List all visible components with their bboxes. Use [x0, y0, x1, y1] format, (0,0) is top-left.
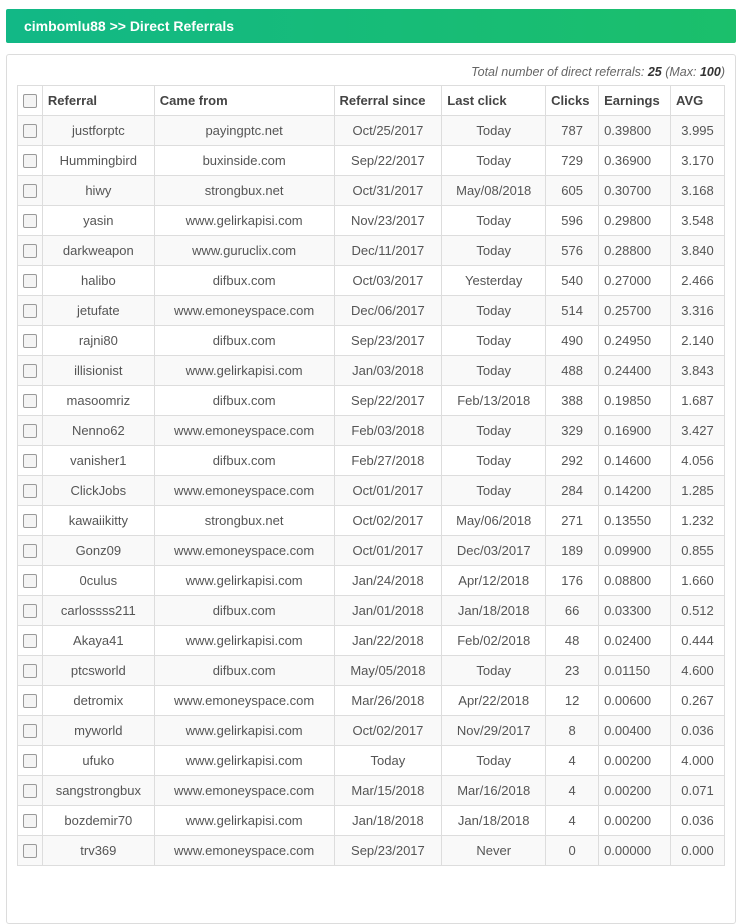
- cell-earnings: 0.30700: [599, 176, 671, 206]
- table-row: [18, 626, 725, 656]
- cell-last-click: Today: [442, 446, 546, 476]
- cell-referral-since: Oct/25/2017: [334, 116, 442, 146]
- row-select-cell: [18, 536, 43, 566]
- cell-referral[interactable]: Gonz09: [42, 536, 154, 566]
- cell-earnings: 0.25700: [599, 296, 671, 326]
- cell-referral[interactable]: darkweapon: [42, 236, 154, 266]
- row-select-cell: [18, 686, 43, 716]
- cell-earnings: 0.00200: [599, 806, 671, 836]
- cell-earnings: 0.00000: [599, 836, 671, 866]
- cell-referral[interactable]: masoomriz: [42, 386, 154, 416]
- table-row: [18, 386, 725, 416]
- cell-came-from: strongbux.net: [154, 176, 334, 206]
- cell-referral[interactable]: halibo: [42, 266, 154, 296]
- cell-avg: 3.843: [671, 356, 725, 386]
- cell-earnings: 0.27000: [599, 266, 671, 296]
- cell-referral[interactable]: bozdemir70: [42, 806, 154, 836]
- row-select-cell: [18, 326, 43, 356]
- cell-avg: 3.840: [671, 236, 725, 266]
- cell-referral[interactable]: vanisher1: [42, 446, 154, 476]
- cell-came-from: strongbux.net: [154, 506, 334, 536]
- cell-came-from: www.emoneyspace.com: [154, 776, 334, 806]
- cell-referral[interactable]: justforptc: [42, 116, 154, 146]
- row-select-cell: [18, 506, 43, 536]
- cell-last-click: Apr/12/2018: [442, 566, 546, 596]
- cell-avg: 1.660: [671, 566, 725, 596]
- row-checkbox[interactable]: [23, 784, 37, 798]
- row-select-cell: [18, 236, 43, 266]
- cell-referral[interactable]: illisionist: [42, 356, 154, 386]
- row-checkbox[interactable]: [23, 604, 37, 618]
- cell-clicks: 4: [546, 806, 599, 836]
- row-checkbox[interactable]: [23, 364, 37, 378]
- row-select-cell: [18, 116, 43, 146]
- table-row: [18, 656, 725, 686]
- row-checkbox[interactable]: [23, 214, 37, 228]
- cell-last-click: Yesterday: [442, 266, 546, 296]
- cell-referral[interactable]: ClickJobs: [42, 476, 154, 506]
- cell-came-from: www.emoneyspace.com: [154, 296, 334, 326]
- cell-clicks: 388: [546, 386, 599, 416]
- cell-avg: 4.000: [671, 746, 725, 776]
- row-select-cell: [18, 626, 43, 656]
- cell-clicks: 48: [546, 626, 599, 656]
- cell-earnings: 0.00200: [599, 746, 671, 776]
- cell-came-from: www.gelirkapisi.com: [154, 746, 334, 776]
- row-checkbox[interactable]: [23, 724, 37, 738]
- cell-came-from: www.emoneyspace.com: [154, 686, 334, 716]
- row-select-cell: [18, 746, 43, 776]
- row-checkbox[interactable]: [23, 574, 37, 588]
- cell-earnings: 0.14200: [599, 476, 671, 506]
- cell-referral-since: Oct/01/2017: [334, 536, 442, 566]
- cell-avg: 3.168: [671, 176, 725, 206]
- cell-came-from: www.emoneyspace.com: [154, 476, 334, 506]
- row-select-cell: [18, 206, 43, 236]
- table-row: [18, 266, 725, 296]
- cell-came-from: difbux.com: [154, 596, 334, 626]
- cell-earnings: 0.16900: [599, 416, 671, 446]
- cell-clicks: 8: [546, 716, 599, 746]
- table-row: [18, 746, 725, 776]
- column-header-referral-since[interactable]: Referral since: [334, 86, 442, 116]
- row-select-cell: [18, 386, 43, 416]
- table-row: [18, 836, 725, 866]
- cell-came-from: www.gelirkapisi.com: [154, 206, 334, 236]
- cell-referral-since: Nov/23/2017: [334, 206, 442, 236]
- row-select-cell: [18, 716, 43, 746]
- cell-referral-since: Jan/18/2018: [334, 806, 442, 836]
- cell-came-from: www.emoneyspace.com: [154, 416, 334, 446]
- cell-came-from: www.emoneyspace.com: [154, 836, 334, 866]
- cell-last-click: Dec/03/2017: [442, 536, 546, 566]
- cell-avg: 3.427: [671, 416, 725, 446]
- row-checkbox[interactable]: [23, 634, 37, 648]
- cell-last-click: Apr/22/2018: [442, 686, 546, 716]
- cell-earnings: 0.19850: [599, 386, 671, 416]
- row-checkbox[interactable]: [23, 484, 37, 498]
- cell-referral[interactable]: Nenno62: [42, 416, 154, 446]
- cell-came-from: difbux.com: [154, 266, 334, 296]
- table-row: [18, 296, 725, 326]
- column-header-referral[interactable]: Referral: [42, 86, 154, 116]
- page-header: [6, 9, 736, 43]
- cell-last-click: Today: [442, 326, 546, 356]
- table-row: [18, 236, 725, 266]
- cell-avg: 3.995: [671, 116, 725, 146]
- cell-clicks: 605: [546, 176, 599, 206]
- cell-earnings: 0.24400: [599, 356, 671, 386]
- row-checkbox[interactable]: [23, 154, 37, 168]
- row-select-cell: [18, 446, 43, 476]
- cell-last-click: May/08/2018: [442, 176, 546, 206]
- row-checkbox[interactable]: [23, 394, 37, 408]
- row-select-cell: [18, 146, 43, 176]
- cell-referral-since: Sep/22/2017: [334, 386, 442, 416]
- row-checkbox[interactable]: [23, 694, 37, 708]
- table-row: [18, 116, 725, 146]
- row-select-cell: [18, 356, 43, 386]
- referrals-panel: [6, 54, 736, 924]
- cell-avg: 2.466: [671, 266, 725, 296]
- cell-last-click: Today: [442, 356, 546, 386]
- row-select-cell: [18, 836, 43, 866]
- cell-referral-since: Oct/02/2017: [334, 506, 442, 536]
- cell-clicks: 292: [546, 446, 599, 476]
- column-header-came-from[interactable]: Came from: [154, 86, 334, 116]
- table-row: [18, 686, 725, 716]
- cell-last-click: Today: [442, 116, 546, 146]
- table-row: [18, 476, 725, 506]
- cell-clicks: 4: [546, 746, 599, 776]
- row-checkbox[interactable]: [23, 304, 37, 318]
- cell-referral-since: Dec/06/2017: [334, 296, 442, 326]
- cell-came-from: www.gelirkapisi.com: [154, 356, 334, 386]
- cell-came-from: difbux.com: [154, 386, 334, 416]
- table-row: [18, 446, 725, 476]
- cell-referral-since: Oct/31/2017: [334, 176, 442, 206]
- cell-earnings: 0.39800: [599, 116, 671, 146]
- cell-earnings: 0.08800: [599, 566, 671, 596]
- cell-came-from: difbux.com: [154, 446, 334, 476]
- cell-clicks: 12: [546, 686, 599, 716]
- summary-max: 100: [699, 65, 721, 79]
- cell-referral-since: Sep/23/2017: [334, 836, 442, 866]
- cell-last-click: Mar/16/2018: [442, 776, 546, 806]
- cell-referral-since: Mar/26/2018: [334, 686, 442, 716]
- cell-referral-since: May/05/2018: [334, 656, 442, 686]
- referral-count-summary: [471, 65, 725, 79]
- page-title: cimbomlu88 >> Direct Referrals: [24, 18, 235, 34]
- cell-referral-since: Dec/11/2017: [334, 236, 442, 266]
- cell-earnings: 0.14600: [599, 446, 671, 476]
- referrals-table: [17, 85, 725, 866]
- table-row: [18, 506, 725, 536]
- cell-came-from: www.guruclix.com: [154, 236, 334, 266]
- cell-last-click: Today: [442, 146, 546, 176]
- table-row: [18, 146, 725, 176]
- table-row: [18, 806, 725, 836]
- cell-clicks: 329: [546, 416, 599, 446]
- cell-clicks: 23: [546, 656, 599, 686]
- cell-last-click: Jan/18/2018: [442, 806, 546, 836]
- table-row: [18, 206, 725, 236]
- cell-earnings: 0.24950: [599, 326, 671, 356]
- column-header-earnings[interactable]: Earnings: [599, 86, 671, 116]
- summary-count: 25: [647, 65, 662, 79]
- cell-last-click: Feb/02/2018: [442, 626, 546, 656]
- row-checkbox[interactable]: [23, 844, 37, 858]
- cell-referral-since: Sep/22/2017: [334, 146, 442, 176]
- cell-came-from: www.emoneyspace.com: [154, 536, 334, 566]
- cell-clicks: 596: [546, 206, 599, 236]
- cell-referral[interactable]: sangstrongbux: [42, 776, 154, 806]
- row-select-cell: [18, 656, 43, 686]
- cell-came-from: www.gelirkapisi.com: [154, 626, 334, 656]
- row-checkbox[interactable]: [23, 274, 37, 288]
- table-row: [18, 596, 725, 626]
- select-all-checkbox[interactable]: [23, 94, 37, 108]
- cell-avg: 0.071: [671, 776, 725, 806]
- row-select-cell: [18, 416, 43, 446]
- row-checkbox[interactable]: [23, 544, 37, 558]
- cell-came-from: buxinside.com: [154, 146, 334, 176]
- cell-avg: 0.855: [671, 536, 725, 566]
- column-header-last-click[interactable]: Last click: [442, 86, 546, 116]
- cell-earnings: 0.02400: [599, 626, 671, 656]
- table-header-row: [18, 86, 725, 116]
- cell-clicks: 514: [546, 296, 599, 326]
- cell-came-from: www.gelirkapisi.com: [154, 566, 334, 596]
- cell-referral-since: Mar/15/2018: [334, 776, 442, 806]
- cell-clicks: 284: [546, 476, 599, 506]
- table-row: [18, 716, 725, 746]
- cell-referral-since: Jan/24/2018: [334, 566, 442, 596]
- cell-avg: 1.232: [671, 506, 725, 536]
- cell-clicks: 576: [546, 236, 599, 266]
- cell-referral[interactable]: kawaiikitty: [42, 506, 154, 536]
- row-select-cell: [18, 266, 43, 296]
- cell-avg: 3.316: [671, 296, 725, 326]
- cell-avg: 4.056: [671, 446, 725, 476]
- row-checkbox[interactable]: [23, 424, 37, 438]
- cell-earnings: 0.03300: [599, 596, 671, 626]
- cell-referral[interactable]: ptcsworld: [42, 656, 154, 686]
- cell-clicks: 176: [546, 566, 599, 596]
- cell-came-from: payingptc.net: [154, 116, 334, 146]
- select-all-cell: [18, 86, 43, 116]
- cell-clicks: 729: [546, 146, 599, 176]
- column-header-avg[interactable]: AVG: [671, 86, 725, 116]
- row-checkbox[interactable]: [23, 664, 37, 678]
- cell-avg: 0.036: [671, 716, 725, 746]
- cell-earnings: 0.29800: [599, 206, 671, 236]
- table-row: [18, 326, 725, 356]
- cell-referral[interactable]: 0culus: [42, 566, 154, 596]
- row-checkbox[interactable]: [23, 754, 37, 768]
- row-select-cell: [18, 776, 43, 806]
- cell-referral[interactable]: trv369: [42, 836, 154, 866]
- cell-clicks: 66: [546, 596, 599, 626]
- cell-earnings: 0.00200: [599, 776, 671, 806]
- cell-referral[interactable]: carlossss211: [42, 596, 154, 626]
- cell-earnings: 0.36900: [599, 146, 671, 176]
- summary-label: Total number of direct referrals:: [471, 65, 645, 79]
- row-checkbox[interactable]: [23, 184, 37, 198]
- cell-clicks: 4: [546, 776, 599, 806]
- cell-avg: 0.036: [671, 806, 725, 836]
- cell-referral[interactable]: Hummingbird: [42, 146, 154, 176]
- cell-referral-since: Oct/01/2017: [334, 476, 442, 506]
- cell-clicks: 0: [546, 836, 599, 866]
- cell-avg: 0.512: [671, 596, 725, 626]
- cell-earnings: 0.09900: [599, 536, 671, 566]
- row-checkbox[interactable]: [23, 124, 37, 138]
- cell-referral[interactable]: rajni80: [42, 326, 154, 356]
- cell-referral[interactable]: ufuko: [42, 746, 154, 776]
- row-select-cell: [18, 476, 43, 506]
- cell-referral-since: Jan/22/2018: [334, 626, 442, 656]
- row-select-cell: [18, 176, 43, 206]
- row-select-cell: [18, 296, 43, 326]
- cell-clicks: 488: [546, 356, 599, 386]
- cell-earnings: 0.00400: [599, 716, 671, 746]
- cell-last-click: Nov/29/2017: [442, 716, 546, 746]
- cell-referral[interactable]: myworld: [42, 716, 154, 746]
- cell-last-click: Today: [442, 746, 546, 776]
- cell-earnings: 0.01150: [599, 656, 671, 686]
- cell-referral-since: Today: [334, 746, 442, 776]
- cell-clicks: 787: [546, 116, 599, 146]
- table-row: [18, 536, 725, 566]
- cell-last-click: Today: [442, 416, 546, 446]
- cell-last-click: Today: [442, 656, 546, 686]
- cell-last-click: Today: [442, 476, 546, 506]
- cell-avg: 2.140: [671, 326, 725, 356]
- row-checkbox[interactable]: [23, 814, 37, 828]
- cell-avg: 3.170: [671, 146, 725, 176]
- cell-last-click: Today: [442, 296, 546, 326]
- cell-last-click: Jan/18/2018: [442, 596, 546, 626]
- cell-referral-since: Jan/03/2018: [334, 356, 442, 386]
- cell-came-from: www.gelirkapisi.com: [154, 716, 334, 746]
- cell-clicks: 189: [546, 536, 599, 566]
- cell-referral[interactable]: hiwy: [42, 176, 154, 206]
- row-select-cell: [18, 566, 43, 596]
- cell-avg: 4.600: [671, 656, 725, 686]
- cell-last-click: Today: [442, 236, 546, 266]
- row-select-cell: [18, 806, 43, 836]
- table-row: [18, 416, 725, 446]
- cell-referral-since: Feb/03/2018: [334, 416, 442, 446]
- cell-avg: 1.285: [671, 476, 725, 506]
- table-row: [18, 566, 725, 596]
- cell-avg: 0.444: [671, 626, 725, 656]
- cell-came-from: difbux.com: [154, 656, 334, 686]
- cell-referral-since: Feb/27/2018: [334, 446, 442, 476]
- cell-avg: 3.548: [671, 206, 725, 236]
- row-checkbox[interactable]: [23, 334, 37, 348]
- column-header-clicks[interactable]: Clicks: [546, 86, 599, 116]
- cell-earnings: 0.13550: [599, 506, 671, 536]
- row-checkbox[interactable]: [23, 454, 37, 468]
- cell-earnings: 0.28800: [599, 236, 671, 266]
- cell-last-click: May/06/2018: [442, 506, 546, 536]
- row-checkbox[interactable]: [23, 514, 37, 528]
- cell-last-click: Never: [442, 836, 546, 866]
- cell-referral-since: Jan/01/2018: [334, 596, 442, 626]
- cell-last-click: Feb/13/2018: [442, 386, 546, 416]
- table-row: [18, 176, 725, 206]
- cell-referral-since: Sep/23/2017: [334, 326, 442, 356]
- cell-avg: 1.687: [671, 386, 725, 416]
- cell-last-click: Today: [442, 206, 546, 236]
- cell-referral-since: Oct/02/2017: [334, 716, 442, 746]
- cell-referral[interactable]: detromix: [42, 686, 154, 716]
- cell-came-from: difbux.com: [154, 326, 334, 356]
- row-checkbox[interactable]: [23, 244, 37, 258]
- cell-avg: 0.000: [671, 836, 725, 866]
- cell-clicks: 490: [546, 326, 599, 356]
- cell-clicks: 271: [546, 506, 599, 536]
- cell-referral[interactable]: Akaya41: [42, 626, 154, 656]
- table-row: [18, 356, 725, 386]
- cell-referral[interactable]: jetufate: [42, 296, 154, 326]
- cell-earnings: 0.00600: [599, 686, 671, 716]
- cell-came-from: www.gelirkapisi.com: [154, 806, 334, 836]
- row-select-cell: [18, 596, 43, 626]
- cell-clicks: 540: [546, 266, 599, 296]
- summary-max-suffix: ): [720, 65, 725, 79]
- cell-referral[interactable]: yasin: [42, 206, 154, 236]
- summary-max-prefix: (Max:: [665, 65, 697, 79]
- cell-referral-since: Oct/03/2017: [334, 266, 442, 296]
- table-row: [18, 776, 725, 806]
- cell-avg: 0.267: [671, 686, 725, 716]
